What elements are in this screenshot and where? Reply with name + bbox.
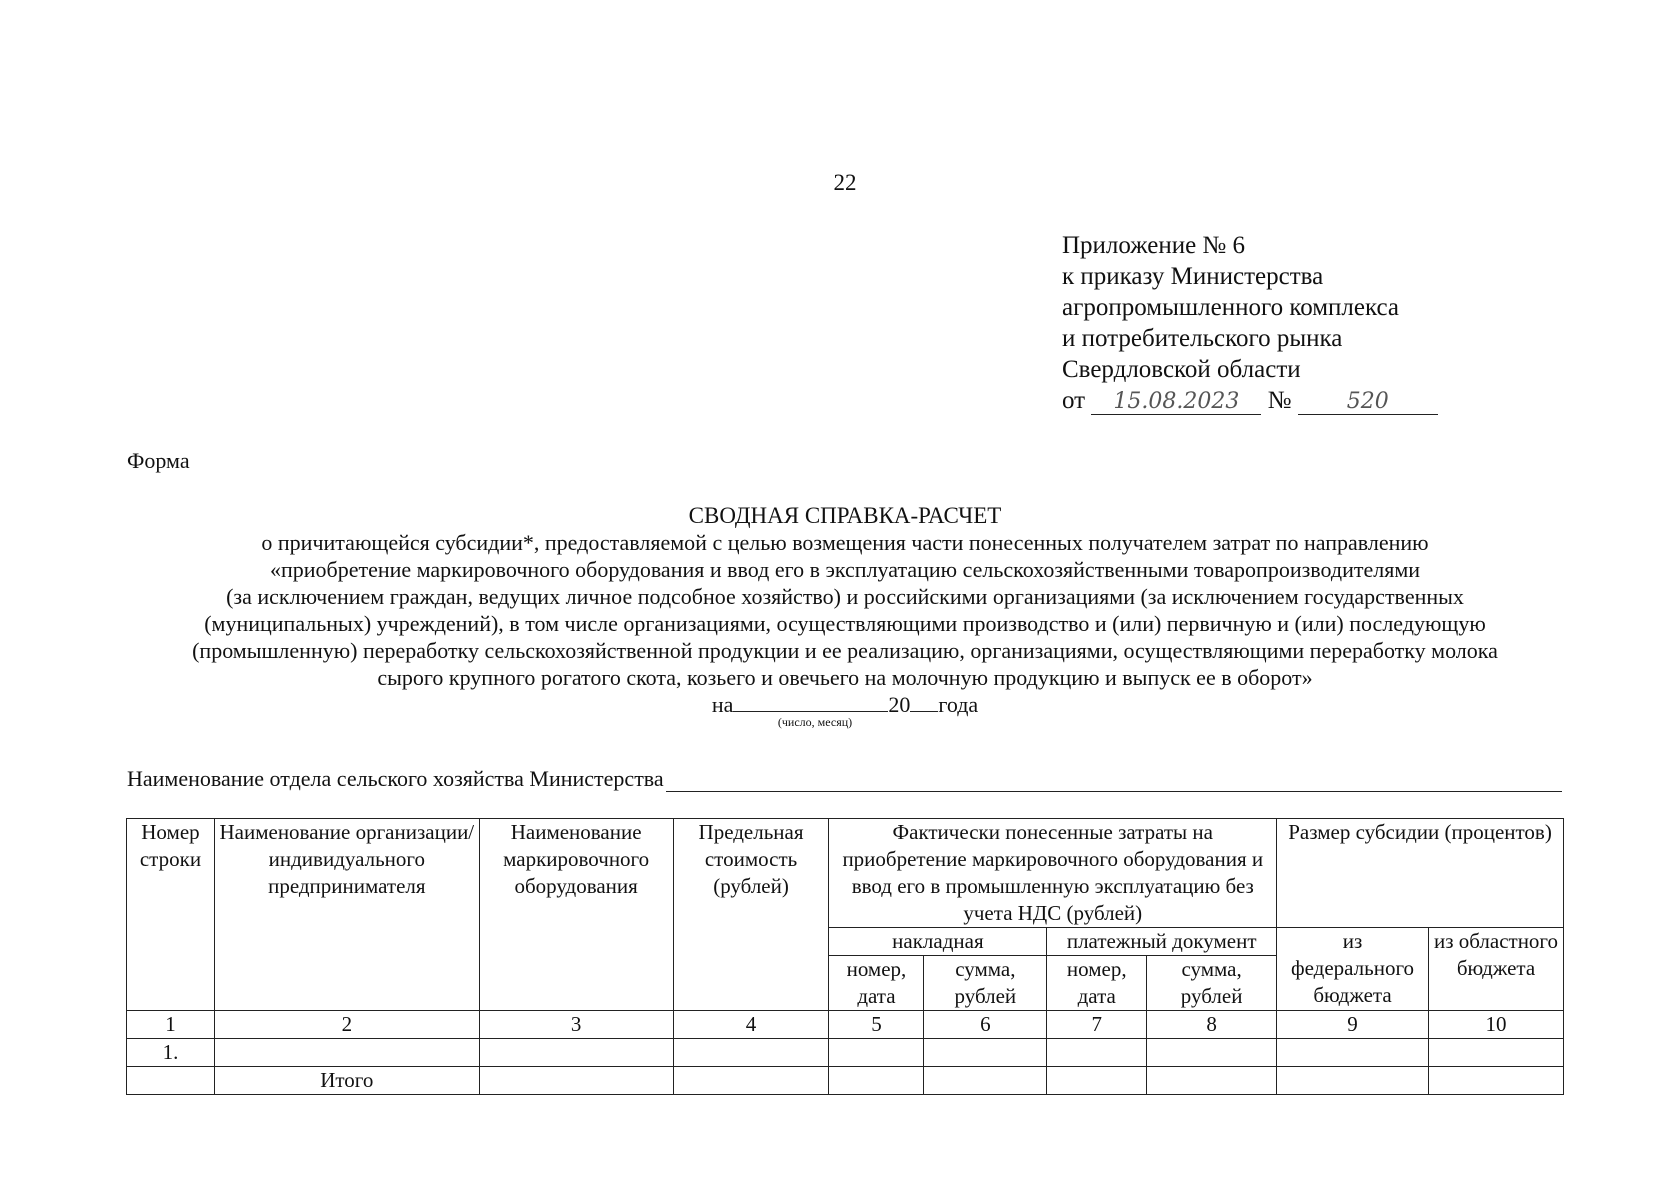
column-number: 9 <box>1277 1011 1429 1039</box>
header-actual-costs: Фактически понесенные затраты на приобретение маркировочного оборудования и ввод его в промышленную эксплуатацию без учета НДС (рублей) <box>829 819 1277 928</box>
invoice-number-cell <box>829 1067 924 1095</box>
payment-sum-cell <box>1147 1067 1277 1095</box>
subtitle-line: (муниципальных) учреждений), в том числе организациями, осуществляющими производство и (или) первичную и (или) последующую <box>204 611 1486 636</box>
handwritten-date: 15.08.2023 <box>1091 390 1261 415</box>
subtitle-line: (за исключением граждан, ведущих личное подсобное хозяйство) и российскими организациями (за исключением государственных <box>226 584 1464 609</box>
total-label-cell: Итого <box>214 1067 479 1095</box>
header-payment-number: номер, дата <box>1047 956 1147 1011</box>
column-number: 4 <box>673 1011 829 1039</box>
column-number: 2 <box>214 1011 479 1039</box>
payment-sum-cell <box>1147 1039 1277 1067</box>
form-label: Форма <box>127 448 190 473</box>
date-line <box>110 691 1580 718</box>
header-from-federal: из федерального бюджета <box>1277 928 1429 1011</box>
year-prefix: 20 <box>888 692 911 717</box>
date-blank[interactable] <box>733 691 888 712</box>
date-suffix: года <box>938 692 979 717</box>
regional-cell <box>1429 1039 1564 1067</box>
header-organization: Наименование организации/ индивидуального предпринимателя <box>214 819 479 1011</box>
department-line <box>127 766 1562 792</box>
date-hint: (число, месяц) <box>777 715 853 729</box>
number-label: № <box>1267 387 1292 414</box>
equipment-cell <box>479 1067 673 1095</box>
header-payment-sum: сумма, рублей <box>1147 956 1277 1011</box>
column-number: 3 <box>479 1011 673 1039</box>
order-date-number <box>1062 385 1462 416</box>
regional-cell <box>1429 1067 1564 1095</box>
invoice-number-cell <box>829 1039 924 1067</box>
header-row-number: Номер строки <box>127 819 215 1011</box>
year-blank[interactable] <box>910 691 938 712</box>
appendix-line: к приказу Министерства <box>1062 263 1324 290</box>
organization-cell <box>214 1039 479 1067</box>
payment-number-cell <box>1047 1039 1147 1067</box>
column-number: 8 <box>1147 1011 1277 1039</box>
header-equipment: Наименование маркировочного оборудования <box>479 819 673 1011</box>
subtitle-line: (промышленную) переработку сельскохозяйственной продукции и ее реализацию, организациями, осуществляющими переработку молока <box>192 638 1498 663</box>
column-number: 5 <box>829 1011 924 1039</box>
document-title-block <box>110 502 1580 718</box>
table-row-total <box>127 1067 1564 1095</box>
from-label: от <box>1062 387 1086 414</box>
invoice-sum-cell <box>924 1039 1047 1067</box>
row-number-cell <box>127 1067 215 1095</box>
column-number: 10 <box>1429 1011 1564 1039</box>
row-number-cell: 1. <box>127 1039 215 1067</box>
invoice-sum-cell <box>924 1067 1047 1095</box>
appendix-line: Свердловской области <box>1062 356 1301 383</box>
header-invoice-number: номер, дата <box>829 956 924 1011</box>
document-title: СВОДНАЯ СПРАВКА-РАСЧЕТ <box>688 503 1002 528</box>
handwritten-number: 520 <box>1298 390 1438 415</box>
column-number: 6 <box>924 1011 1047 1039</box>
header-max-cost: Предельная стоимость (рублей) <box>673 819 829 1011</box>
header-from-regional: из областного бюджета <box>1429 928 1564 1011</box>
subsidy-table <box>126 818 1564 1095</box>
appendix-header <box>1062 230 1462 416</box>
max-cost-cell <box>673 1039 829 1067</box>
max-cost-cell <box>673 1067 829 1095</box>
department-blank[interactable] <box>666 771 1562 792</box>
table-row <box>127 1039 1564 1067</box>
payment-number-cell <box>1047 1067 1147 1095</box>
equipment-cell <box>479 1039 673 1067</box>
appendix-line: Приложение № 6 <box>1062 232 1246 259</box>
federal-cell <box>1277 1067 1429 1095</box>
column-number: 7 <box>1047 1011 1147 1039</box>
appendix-line: и потребительского рынка <box>1062 325 1343 352</box>
page-number: 22 <box>833 170 857 195</box>
subtitle-line: «приобретение маркировочного оборудования и ввод его в эксплуатацию сельскохозяйственными товаропроизводителями <box>269 557 1421 582</box>
date-prefix: на <box>711 692 734 717</box>
header-invoice-sum: сумма, рублей <box>924 956 1047 1011</box>
department-label: Наименование отдела сельского хозяйства Министерства <box>127 766 664 791</box>
subtitle-line: сырого крупного рогатого скота, козьего и овечьего на молочную продукцию и выпуск ее в оборот» <box>377 665 1313 690</box>
header-invoice: накладная <box>829 928 1047 956</box>
appendix-line: агропромышленного комплекса <box>1062 294 1400 321</box>
federal-cell <box>1277 1039 1429 1067</box>
column-number: 1 <box>127 1011 215 1039</box>
subtitle-line: о причитающейся субсидии*, предоставляемой с целью возмещения части понесенных получателем затрат по направлению <box>261 530 1429 555</box>
header-payment-doc: платежный документ <box>1047 928 1277 956</box>
header-subsidy-size: Размер субсидии (процентов) <box>1277 819 1564 928</box>
